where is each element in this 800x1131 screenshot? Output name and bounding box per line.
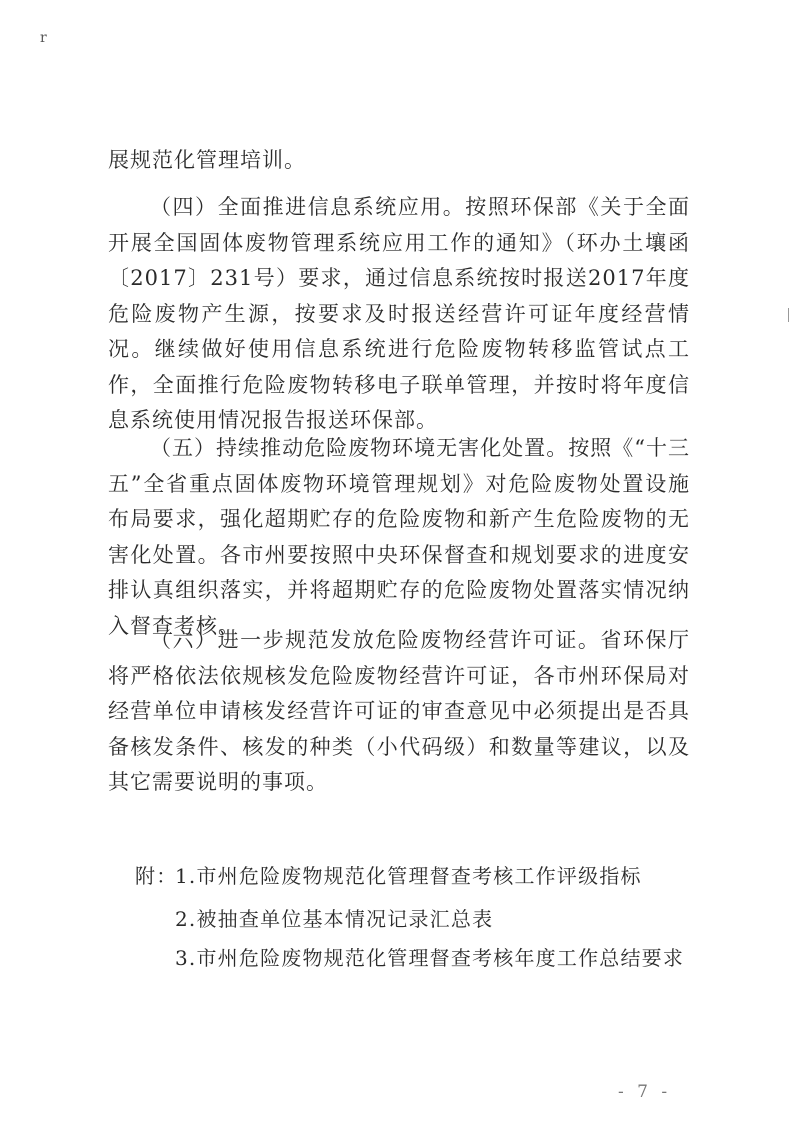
paragraph-section-5: （五）持续推动危险废物环境无害化处置。按照《“十三五”全省重点固体废物环境管理规划》对危险废物处置设施布局要求，强化超期贮存的危险废物和新产生危险废物的无害化处置。各市州要按照中央环保督查和规划要求的进度安排认真组织落实，并将超期贮存的危险废物处置落实情况纳入督查考核。 (108, 436, 690, 638)
paragraph-section-4: （四）全面推进信息系统应用。按照环保部《关于全面开展全国固体废物管理系统应用工作的通知》（环办土壤函〔2017〕231号）要求，通过信息系统按时报送2017年度危险废物产生源，按要求及时报送经营许可证年度经营情况。继续做好使用信息系统进行危险废物转移监管试点工作，全面推行危险废物转移电子联单管理，并按时将年度信息系统使用情况报告报送环保部。 (108, 195, 690, 432)
attachment-item-3: 3.市州危险废物规范化管理督查考核年度工作总结要求 (175, 946, 685, 970)
page-number: - 7 - (618, 1082, 672, 1102)
attachment-item-2: 2.被抽查单位基本情况记录汇总表 (175, 907, 494, 931)
corner-mark: r (40, 30, 47, 46)
paragraph-continuation: 展规范化管理培训。 (108, 148, 306, 172)
attachments-label: 附： (135, 864, 178, 888)
edge-mark (788, 308, 789, 322)
paragraph-section-6: （六）进一步规范发放危险废物经营许可证。省环保厅将严格依法依规核发危险废物经营许可证，各市州环保局对经营单位申请核发经营许可证的审查意见中必须提出是否具备核发条件、核发的种类（小代码级）和数量等建议，以及其它需要说明的事项。 (108, 628, 690, 794)
attachment-item-1: 1.市州危险废物规范化管理督查考核工作评级指标 (175, 864, 642, 888)
